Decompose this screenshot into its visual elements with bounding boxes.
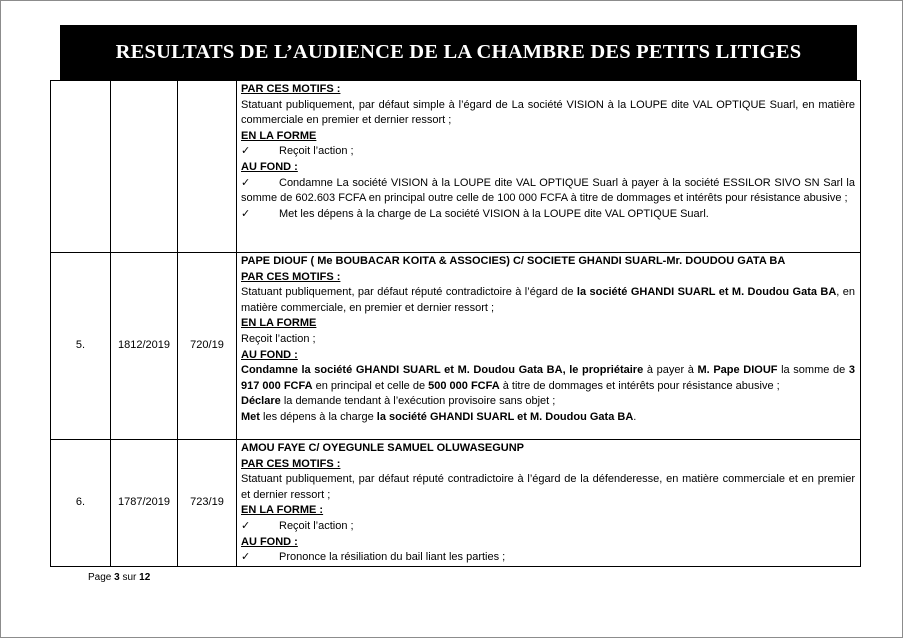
forme-heading: EN LA FORME : [241,504,324,517]
recoit-text: Reçoit l’action ; [279,519,354,532]
condamne-part: la somme de [777,364,849,377]
motifs-heading: PAR CES MOTIFS : [241,457,341,470]
judgment-number [178,81,237,253]
forme-heading: EN LA FORME [241,317,317,330]
judgment-number: 723/19 [178,440,237,567]
motifs-heading: PAR CES MOTIFS : [241,83,341,95]
condamne-part: en principal et celle de [312,379,429,392]
list-item [241,176,855,207]
condamne-part: à payer à [643,364,698,377]
condamne-part: Condamne la société GHANDI SUARL et M. Doudou Gata BA, le propriétaire [241,364,644,377]
check-icon: ✓ [241,207,251,220]
met-part: . [633,410,637,423]
judgment-number: 720/19 [178,253,237,440]
prononce-text: Prononce la résiliation du bail liant les parties ; [279,551,506,564]
table-row [51,81,861,253]
recoit-text: Reçoit l’action ; [241,332,316,345]
depens-text: Met les dépens à la charge de La société VISION à la LOUPE dite VAL OPTIQUE Suarl. [279,207,709,220]
declare-part: la demande tendant à l’exécution provisoire sans objet ; [280,395,556,408]
met-part: la société GHANDI SUARL et M. Doudou Gata BA [376,410,634,423]
statuant-text: Statuant publiquement, par défaut simple à l’égard de La société VISION à la LOUPE dite VAL OPTIQUE Suarl, en matière commerciale en premier et dernier ressort ; [241,98,855,127]
fond-heading: AU FOND : [241,535,298,548]
table-row [51,440,861,567]
decision-text [237,440,861,567]
check-icon: ✓ [241,551,251,564]
page-footer [88,572,150,583]
condamne-part: 3 917 000 FCFA [241,364,855,392]
declare-part: Déclare [241,395,281,408]
case-number [51,81,111,253]
declare-text [241,394,855,410]
page-total: 12 [139,572,151,583]
statuant-part: , en matière commerciale, en premier et dernier ressort ; [241,286,855,314]
registry-number: 1812/2019 [111,253,178,440]
fond-heading: AU FOND : [241,348,298,361]
condamne-text: Condamne La société VISION à la LOUPE dite VAL OPTIQUE Suarl à payer à la société ESSILOR SIVO SN Sarl la somme de 602.603 FCFA en principal outre celle de 100 000 FCFA à titre de dommages et intérêts pour résistance abusive ; [241,176,855,205]
registry-number: 1787/2019 [111,440,178,567]
case-number: 5. [51,253,111,440]
met-text [241,410,855,426]
motifs-heading: PAR CES MOTIFS : [241,270,341,283]
parties-line: PAPE DIOUF ( Me BOUBACAR KOITA & ASSOCIES) C/ SOCIETE GHANDI SUARL-Mr. DOUDOU GATA BA [241,255,786,267]
case-number: 6. [51,440,111,567]
registry-number [111,81,178,253]
page-current: 3 [114,572,120,583]
check-icon: ✓ [241,519,251,532]
page-label: Page [88,572,112,583]
check-icon: ✓ [241,145,251,158]
list-item [241,550,855,566]
list-item [241,519,855,535]
results-table [50,80,861,567]
statuant-text: Statuant publiquement, par défaut réputé contradictoire à l’égard de la défenderesse, en matière commerciale et en premier et dernier ressort ; [241,473,855,501]
list-item [241,144,855,160]
condamne-part: M. Pape DIOUF [697,364,778,377]
condamne-part: à titre de dommages et intérêts pour résistance abusive ; [499,379,780,392]
fond-heading: AU FOND : [241,160,298,173]
check-icon: ✓ [241,176,251,189]
table-row [51,253,861,440]
statuant-text [241,285,855,316]
recoit-text: Reçoit l’action ; [279,145,354,158]
met-part: les dépens à la charge [259,410,377,423]
decision-text [237,81,861,253]
condamne-part: 500 000 FCFA [428,379,500,392]
statuant-part: Statuant publiquement, par défaut réputé contradictoire à l’égard de [241,286,577,299]
forme-heading: EN LA FORME [241,129,317,142]
decision-text [237,253,861,440]
parties-line: AMOU FAYE C/ OYEGUNLE SAMUEL OLUWASEGUNP [241,442,524,454]
statuant-party: la société GHANDI SUARL et M. Doudou Gata BA [576,286,837,299]
page-title: RESULTATS DE L’AUDIENCE DE LA CHAMBRE DES PETITS LITIGES [60,25,857,80]
met-part: Met [241,410,260,423]
list-item [241,207,855,223]
condamne-text [241,363,855,394]
page-separator: sur [122,572,137,583]
